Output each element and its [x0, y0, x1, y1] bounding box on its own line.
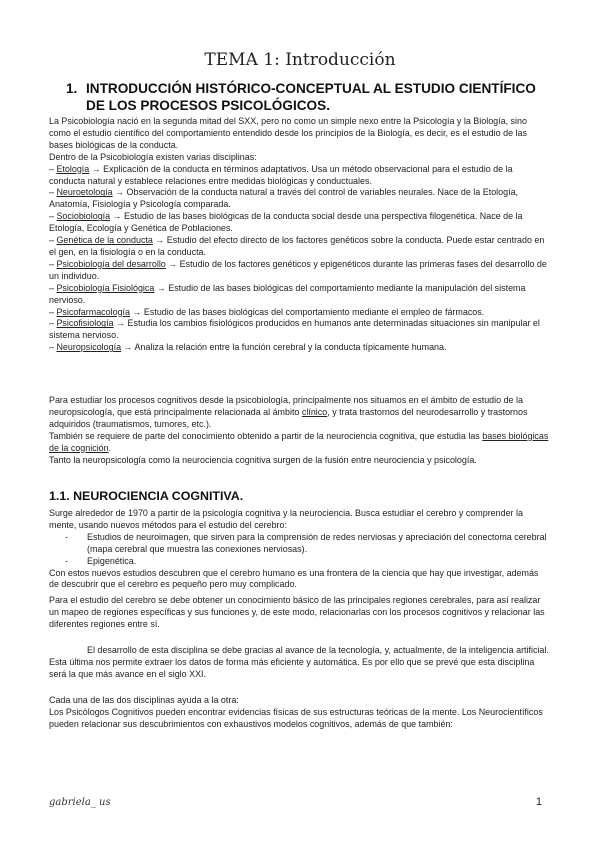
list-item-text: Epigenética. [87, 555, 137, 566]
text: Para estudiar los procesos cognitivos desde la psicobiología, principalmente nos situamos en el ámbito de estudio de la neuropsicología, que está principalmente relacionada al ámbito [49, 395, 523, 417]
paragraph: Con estos nuevos estudios descubren que el cerebro humano es una frontera de la ciencia que hay que investigar, además de descubrir que el cerebro es pequeño pero muy complicado. [49, 567, 539, 590]
discipline-description: → Observación de la conducta natural a través del control de variables neurales. Nace de la Etología, Anatomía, Fisiología y Psicología comparada. [49, 187, 519, 210]
discipline-name: Neuroetología [56, 187, 113, 198]
underlined-text: clínico [301, 406, 328, 417]
paragraph-neuropsychology [49, 395, 549, 431]
section-heading-text: INTRODUCCIÓN HISTÓRICO-CONCEPTUAL AL ESTUDIO CIENTÍFICO DE LOS PROCESOS PSICOLÓGICOS. [86, 81, 536, 113]
discipline-description: → Explicación de la conducta en términos adaptativos. Usa un método observacional para el estudio de la conducta natural y establece relaciones entre medidas biológicas y conductuales. [49, 163, 513, 186]
dash-mark: – [49, 318, 54, 329]
dash-mark: – [49, 235, 54, 246]
discipline-name: Neuropsicología [56, 342, 122, 353]
dash-mark: – [49, 187, 54, 198]
discipline-name: Psicofisiología [56, 318, 114, 329]
bullet-mark: - [65, 555, 68, 566]
section-heading [66, 80, 556, 114]
discipline-name: Psicofarmacología [56, 306, 130, 317]
bullet-list [49, 532, 549, 568]
paragraph: El desarrollo de esta disciplina se debe gracias al avance de la tecnología, y, actualmente, de la inteligencia artificial. Esta última nos permite extraer los datos de forma más eficiente y automática. Es por ello que se prevé que esta disciplina será la que más avance en el siglo XXI. [49, 645, 549, 679]
discipline-item [49, 307, 549, 319]
dash-mark: – [49, 211, 54, 222]
discipline-item [49, 187, 549, 211]
paragraph: Cada una de las dos disciplinas ayuda a la otra: [49, 694, 239, 705]
body-block-3 [49, 508, 549, 731]
discipline-name: Psicobiología del desarrollo [56, 258, 166, 269]
discipline-item [49, 283, 549, 307]
dash-mark: – [49, 163, 54, 174]
bullet-mark: - [65, 531, 68, 542]
body-block-2 [49, 395, 549, 466]
underlined-text: bases biológicas de la cognición [49, 430, 549, 453]
disciplines-intro: Dentro de la Psicobiología existen varias disciplinas: [49, 151, 257, 162]
paragraph: Surge alrededor de 1970 a partir de la psicología cognitiva y la neurociencia. Busca estudiar el cerebro y comprender la mente, usando nuevos métodos para el estudio del cerebro: [49, 508, 523, 530]
text: , y trata trastornos del neurodesarrollo y trastornos adquiridos (traumatismos, tumores, etc.). [49, 406, 528, 429]
discipline-item [49, 211, 549, 235]
dash-mark: – [49, 282, 54, 293]
list-item [49, 532, 549, 556]
text: . [108, 442, 112, 453]
paragraph-cognitive-neuroscience [49, 431, 549, 455]
list-item [49, 556, 549, 568]
dash-mark: – [49, 258, 54, 269]
page-title: TEMA 1: Introducción [204, 50, 396, 70]
intro-paragraph: La Psicobiología nació en la segunda mitad del SXX, pero no como un simple nexo entre la Psicología y la Biología, sino como el estudio científico del comportamiento entendido desde los principios de la Biología, es decir, es el estudio de las bases biológicas de la conducta. [49, 116, 527, 150]
discipline-item [49, 164, 549, 188]
discipline-item [49, 259, 549, 283]
footer-author: gabriela_ us [49, 797, 111, 808]
paragraph-fusion: Tanto la neuropsicología como la neurociencia cognitiva surgen de la fusión entre neurociencia y psicología. [49, 454, 477, 465]
discipline-item [49, 235, 549, 259]
discipline-name: Genética de la conducta [56, 235, 153, 246]
disciplines-list [49, 164, 549, 355]
section-number: 1. [66, 81, 78, 96]
body-block-1 [49, 116, 549, 354]
discipline-description: → Estudio de los factores genéticos y epigenéticos durante las primeras fases del desarrollo de un individuo. [49, 258, 547, 281]
discipline-description: → Analiza la relación entre la función cerebral y la conducta típicamente humana. [121, 342, 447, 353]
discipline-item [49, 342, 549, 354]
dash-mark: – [49, 306, 54, 317]
dash-mark: – [49, 342, 54, 353]
discipline-description: → Estudio de las bases biológicas de la conducta social desde una perspectiva filogenética. Nace de la Etología, Ecología y Genética de Poblaciones. [49, 211, 523, 234]
discipline-description: → Estudia los cambios fisiológicos producidos en humanos ante determinadas situaciones sin manipular el sistema nervioso. [49, 318, 540, 341]
list-item-text: Estudios de neuroimagen, que sirven para la comprensión de redes nerviosas y apreciación del conectoma cerebral (mapa cerebral que muestra las conexiones nerviosas). [87, 531, 547, 554]
paragraph: Para el estudio del cerebro se debe obtener un conocimiento básico de las principales regiones cerebrales, para así realizar un mapeo de regiones específicas y sus funciones y, de este modo, relacionarlas con los procesos cognitivos y relacionar las diferentes regiones entre sí. [49, 595, 545, 630]
discipline-item [49, 318, 549, 342]
page-number: 1 [535, 796, 542, 808]
discipline-description: → Estudio de las bases biológicas del comportamiento mediante el empleo de fármacos. [130, 306, 485, 317]
paragraph: Los Psicólogos Cognitivos pueden encontrar evidencias físicas de sus estructuras teóricas de la mente. Los Neurocientíficos pueden relacionar sus descubrimientos con exhaustivos modelos cognitivos, además de que también: [49, 706, 543, 729]
text: También se requiere de parte del conocimiento obtenido a partir de la neurociencia cognitiva, que estudia las [49, 430, 483, 441]
subsection-heading: 1.1. NEUROCIENCIA COGNITIVA. [49, 489, 244, 503]
discipline-name: Sociobiología [56, 211, 111, 222]
discipline-name: Etología [56, 163, 90, 174]
discipline-name: Psicobiología Fisiológica [56, 282, 155, 293]
discipline-description: → Estudio del efecto directo de los factores genéticos sobre la conducta. Puede estar centrado en el gen, en la fisiología o en la conducta. [49, 235, 545, 257]
discipline-description: → Estudio de las bases biológicas del comportamiento mediante la manipulación del sistema nervioso. [49, 282, 526, 305]
